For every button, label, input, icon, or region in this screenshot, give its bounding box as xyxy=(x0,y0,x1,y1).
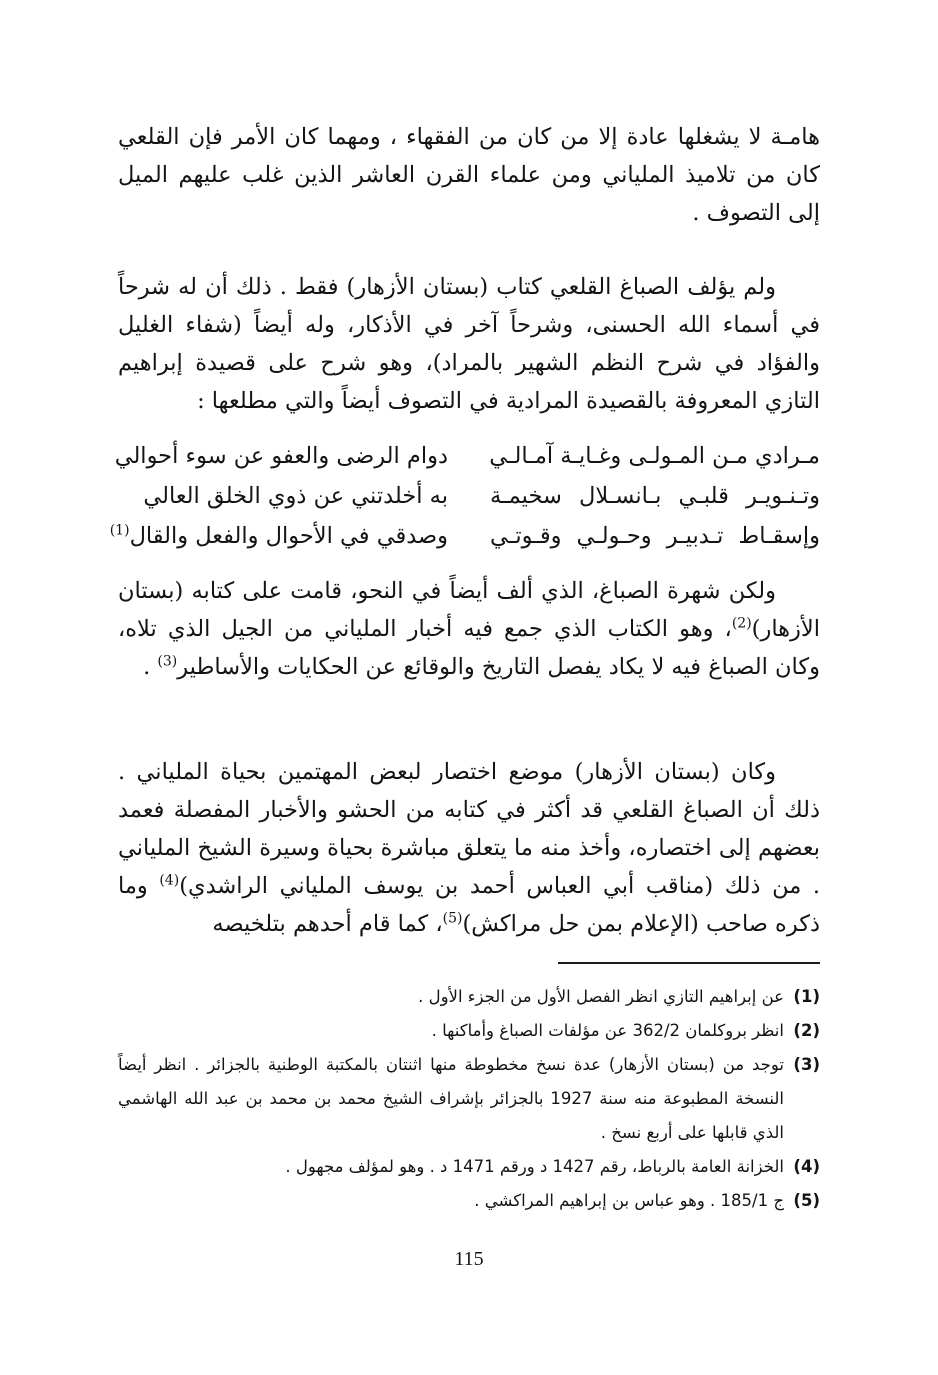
footnote-ref-2: (2) xyxy=(731,615,752,632)
footnote-4-text: الخزانة العامة بالرباط، رقم 1427 د ورقم 1471 د . وهو لمؤلف مجهول . xyxy=(285,1157,784,1176)
footnote-3-number: (3) xyxy=(793,1055,820,1074)
footnote-1 xyxy=(118,980,820,1014)
footnote-separator xyxy=(558,962,820,964)
paragraph-1: هامـة لا يشغلها عادة إلا من كان من الفقهاء ، ومهما كان الأمر فإن القلعي كان من تلاميذ الملياني ومن علماء القرن العاشر الذين غلب عليهم الميل إلى التصوف . xyxy=(118,124,820,226)
footnote-ref-5: (5) xyxy=(442,910,463,927)
poem-verse-2-first-hemistich: وتـنـويـر قلبـي بـانسـلال سخيمـة xyxy=(490,483,820,509)
poem-verse-1-first-hemistich: مـرادي مـن المـولـى وغـايـة آمـالـي xyxy=(489,443,820,469)
footnote-2 xyxy=(118,1014,820,1048)
footnote-5-number: (5) xyxy=(793,1191,820,1210)
paragraph-4-text-b: وما ذكره صاحب (الإعلام بمن حل مراكش) xyxy=(118,873,820,937)
poem-verse-3-first-hemistich: وإسقـاط تـدبيـر وحـولـي وقـوتـي xyxy=(490,523,820,549)
footnote-5-text: ج 185/1 . وهو عباس بن إبراهيم المراكشي . xyxy=(474,1191,784,1210)
footnote-ref-3: (3) xyxy=(157,653,178,670)
footnote-ref-4: (4) xyxy=(159,872,180,889)
poem-verse-1-second-hemistich: دوام الرضى والعفو عن سوء أحوالي xyxy=(114,443,448,469)
footnote-4 xyxy=(118,1150,820,1184)
paragraph-4-text-c: ، كما قام أحدهم بتلخيصه xyxy=(212,911,443,937)
page-number: 115 xyxy=(454,1248,484,1270)
paragraph-3-text-c: . xyxy=(143,654,158,680)
poem-verse-1 xyxy=(114,436,820,476)
paragraph-3 xyxy=(118,572,820,686)
footnote-5 xyxy=(118,1184,820,1218)
footnote-2-text: انظر بروكلمان 362/2 عن مؤلفات الصباغ وأماكنها . xyxy=(431,1021,784,1040)
paragraph-2: ولم يؤلف الصباغ القلعي كتاب (بستان الأزهار) فقط . ذلك أن له شرحاً في أسماء الله الحسنى، وشرحاً آخر في الأذكار، وله أيضاً (شفاء الغليل والفؤاد في شرح النظم الشهير بالمراد)، وهو شرح على قصيدة إبراهيم التازي المعروفة بالقصيدة المرادية في التصوف أيضاً والتي مطلعها : xyxy=(118,274,820,414)
footnote-1-text: عن إبراهيم التازي انظر الفصل الأول من الجزء الأول . xyxy=(418,987,784,1006)
footnotes xyxy=(118,980,820,1218)
footnote-3 xyxy=(118,1048,820,1150)
footnote-2-number: (2) xyxy=(793,1021,820,1040)
poem-verse-3-second-hemistich: وصدقي في الأحوال والفعل والقال xyxy=(129,523,448,549)
paragraph-4 xyxy=(118,753,820,943)
book-page xyxy=(109,118,820,1318)
poem-verse-3-second-hemistich-wrap xyxy=(109,516,448,556)
footnote-3-text: توجد من (بستان الأزهار) عدة نسخ مخطوطة منها اثنتان بالمكتبة الوطنية بالجزائر . انظر أيضاً النسخة المطبوعة منه سنة 1927 بالجزائر بإشراف الشيخ محمد بن محمد بن عبد الله الهاشمي الذي قابلها على أربع نسخ . xyxy=(118,1055,785,1142)
poem-verse-3 xyxy=(109,516,820,556)
poem-verse-2 xyxy=(118,476,820,516)
footnote-4-number: (4) xyxy=(793,1157,820,1176)
paragraph-4-text-a: وكان (بستان الأزهار) موضع اختصار لبعض المهتمين بحياة الملياني . ذلك أن الصباغ القلعي قد أكثر في كتابه من الحشو والأخبار المفصلة فعمد بعضهم إلى اختصاره، وأخذ منه ما يتعلق مباشرة بحياة وسيرة الشيخ الملياني . من ذلك (مناقب أبي العباس أحمد بن يوسف الملياني الراشدي) xyxy=(118,759,820,899)
poem xyxy=(109,436,820,556)
footnote-ref-1: (1) xyxy=(109,522,130,539)
paragraph-3-text-b: ، وهو الكتاب الذي جمع فيه أخبار الملياني من الجيل الذي تلاه، وكان الصباغ فيه لا يكاد يفصل التاريخ والوقائع عن الحكايات والأساطير xyxy=(118,616,820,680)
poem-verse-2-second-hemistich: به أخلدتني عن ذوي الخلق العالي xyxy=(143,483,448,509)
paragraph-3-text-a: ولكن شهرة الصباغ، الذي ألف أيضاً في النحو، قامت على كتابه (بستان الأزهار) xyxy=(118,578,820,642)
footnote-1-number: (1) xyxy=(793,987,820,1006)
